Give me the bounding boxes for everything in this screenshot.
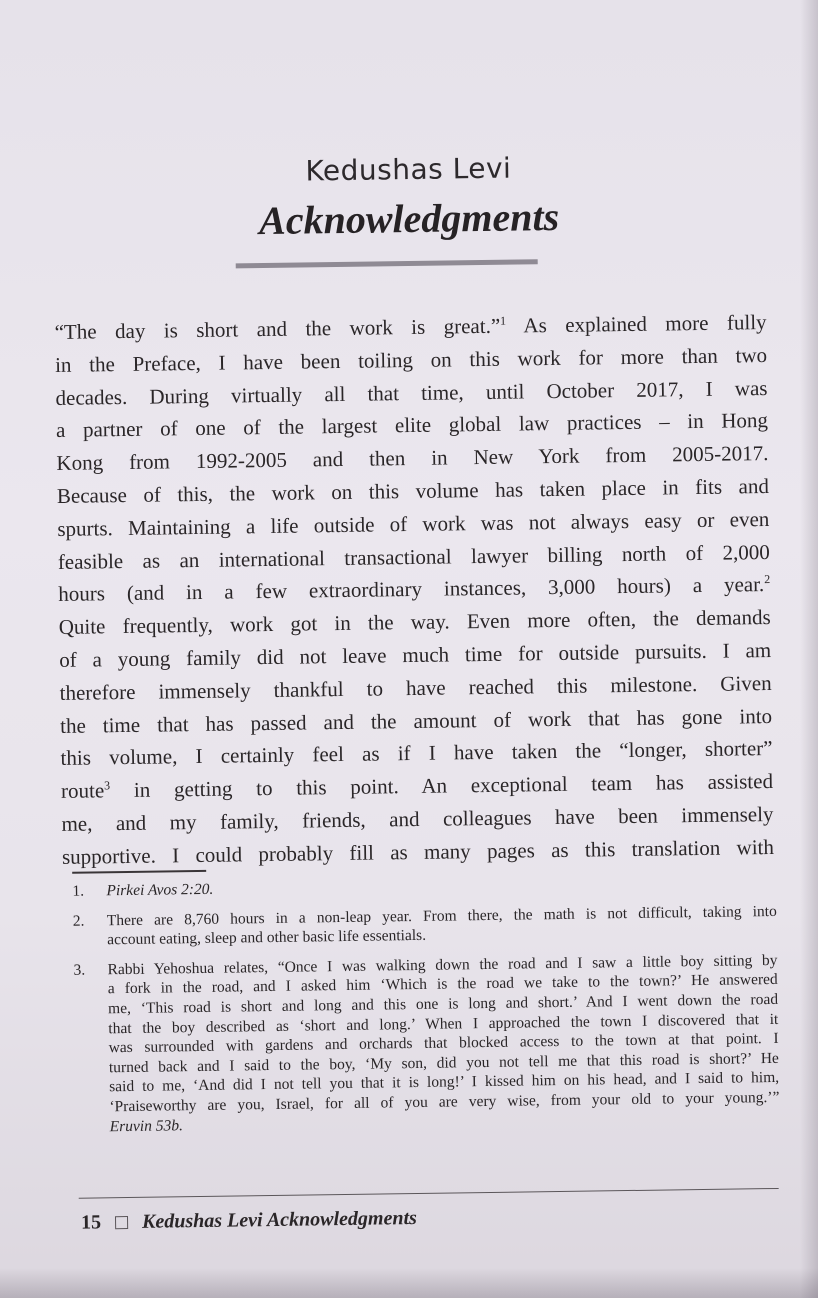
- footer-rule: [79, 1188, 779, 1199]
- footnote-line: that the boy described as ‘short and long.’ When I approached the town I discovered that it: [108, 1010, 779, 1037]
- body-line: Quite frequently, work got in the way. Even more often, the demands: [58, 605, 771, 640]
- footnote-separator: [72, 870, 206, 874]
- footnote-line: Rabbi Yehoshua relates, “Once I was walking down the road and I saw a little boy sitting by: [107, 951, 778, 979]
- footnote-line: a fork in the road, and I asked him ‘Which is the road we take to the town?’ He answered: [107, 971, 778, 998]
- body-line: route$^3$ in getting to this point. An exceptional team has assisted: [60, 769, 774, 804]
- footnote-line: Pirkei Avos 2:20.: [106, 880, 214, 900]
- body-line: decades. During virtually all that time, until October 2017, I was: [55, 375, 768, 410]
- footnote-ref[interactable]: 2: [764, 572, 771, 587]
- body-line: Kong from 1992-2005 and then in New York from 2005-2017.: [56, 441, 769, 476]
- body-line: of a young family did not leave much time for outside pursuits. I am: [59, 637, 772, 672]
- body-line: spurts. Maintaining a life outside of work was not always easy or even: [57, 506, 770, 541]
- body-line: this volume, I certainly feel as if I have taken the “longer, shorter”: [60, 736, 773, 771]
- footnote-ref[interactable]: 1: [500, 313, 507, 328]
- footnote-line: was surrounded with gardens and orchards that blocked access to the town at that point. I: [108, 1030, 779, 1057]
- footnote-1: [72, 872, 776, 901]
- body-line: therefore immensely thankful to have reached this milestone. Given: [59, 670, 772, 705]
- page-bottom-shadow: [0, 1268, 818, 1298]
- page-number: 15: [80, 1211, 102, 1234]
- footnote-number: 1.: [72, 882, 85, 900]
- body-line: supportive. I could probably fill as many pages as this translation with: [61, 834, 775, 869]
- footnote-3: [73, 951, 779, 1137]
- footnote-line: turned back and I said to the boy, ‘My son, did you not tell me that this road is short?’ He: [108, 1049, 779, 1077]
- footnote-line: There are 8,760 hours in a non-leap year. From there, the math is not difficult, taking into: [106, 902, 777, 929]
- body-line: “The day is short and the work is great.”$^1$ As explained more fully: [54, 310, 767, 344]
- book-title: Kedushas Levi: [305, 151, 512, 188]
- section-title: Acknowledgments: [258, 193, 560, 244]
- footnote-2: [73, 902, 777, 951]
- footnote-line: said to me, ‘And did I not tell you that it is long!’ I kissed him on his head, and I said to him,: [109, 1069, 780, 1096]
- running-title: Kedushas Levi Acknowledgments: [141, 1206, 418, 1233]
- body-line: the time that has passed and the amount of work that has gone into: [59, 703, 773, 738]
- footnote-line: me, ‘This road is short and long and this one is long and short.’ And I went down the road: [107, 990, 779, 1018]
- body-line: Because of this, the work on this volume has taken place in fits and: [56, 473, 770, 508]
- body-line: me, and my family, friends, and colleagues have been immensely: [61, 801, 774, 836]
- body-line: a partner of one of the largest elite global law practices – in Hong: [55, 408, 769, 443]
- body-line: feasible as an international transactional lawyer billing north of 2,000: [57, 539, 770, 574]
- body-paragraph: [54, 306, 774, 873]
- footnote-line: account eating, sleep and other basic life essentials.: [107, 927, 427, 949]
- footnote-line: ‘Praiseworthy are you, Israel, for all of you are very wise, from your old to your young.’”: [109, 1088, 780, 1116]
- page-edge-shadow: [800, 0, 818, 1298]
- body-line: in the Preface, I have been toiling on this work for more than two: [54, 342, 768, 377]
- square-bullet-icon: [115, 1216, 128, 1229]
- page-footer: [81, 1207, 417, 1235]
- footnote-number: 2.: [72, 912, 85, 930]
- footnotes: [72, 872, 780, 1147]
- footnote-ref[interactable]: 3: [104, 778, 111, 793]
- footnote-number: 3.: [73, 961, 86, 979]
- body-line: hours (and in a few extraordinary instances, 3,000 hours) a year.$^2$: [58, 572, 771, 607]
- footnote-line: Eruvin 53b.: [109, 1116, 184, 1135]
- title-underline: [236, 259, 538, 268]
